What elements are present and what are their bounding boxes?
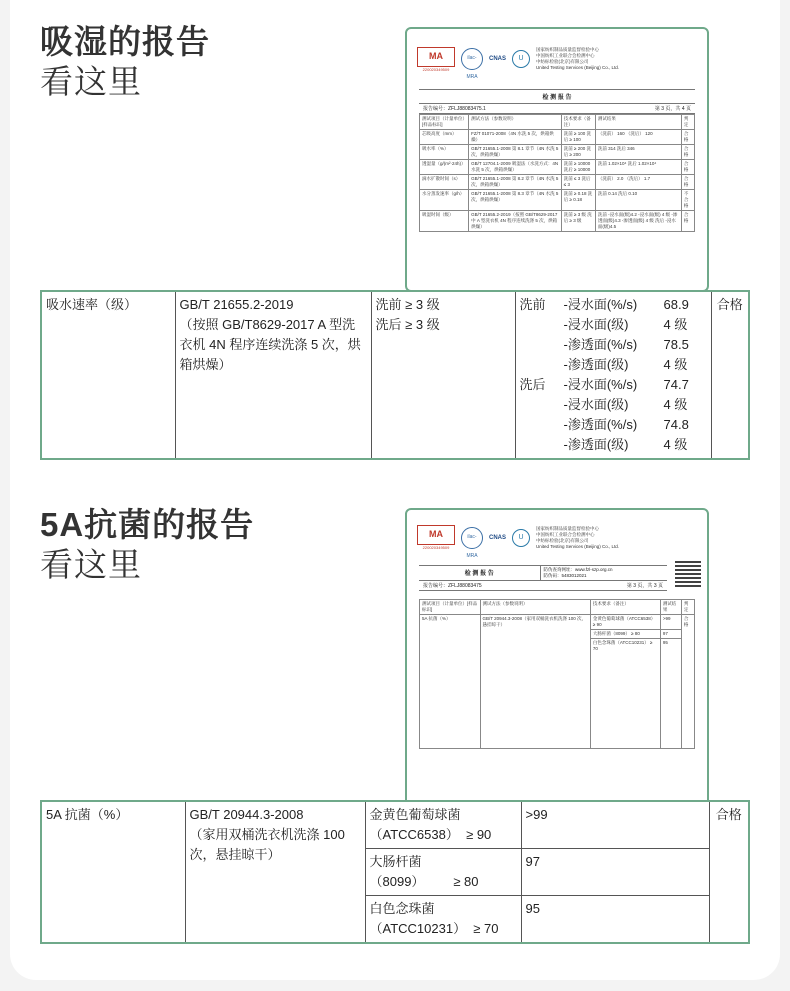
table-row (41, 801, 749, 849)
table-row: 透湿量（g/(m²·24h)） GB/T 12704.1-2009 吸湿法（水洗方式：4N 水洗 5 次，烘箱烘燥） 洗前 ≥ 10000 洗后 ≥ 10000 洗前 1.02×10⁴ 洗后 1.02×10⁴ 合格 (420, 160, 695, 175)
report-header (407, 510, 707, 565)
after-label: 洗后 (519, 377, 546, 392)
uts-logo-icon: U (512, 529, 530, 547)
table-row: 吸湿时间（级） GB/T 21655.2-2019（按照 GB/T8629-2017 中 A 型洗衣机 4N 程序连续洗涤 5 次，烘箱烘燥） 洗前 ≥ 3 级 洗后 ≥ 3 级 洗前 -浸水面(级)4.2 -浸水面(级) 4 级 -渗透面(级)4.3 -渗透面(级) 4 级 洗后 -浸水面(级)4.5 合格 (420, 211, 695, 232)
organism-requirement: 白色念珠菌 （ATCC10231） ≥ 70 (365, 896, 521, 944)
report-title: 检 测 报 告 (419, 89, 695, 104)
report-table (419, 599, 695, 749)
report-meta (419, 104, 695, 114)
zoom-table-1 (40, 290, 750, 460)
verify-code: 防伪码：5483012021 (543, 573, 587, 578)
organism-requirement: 大肠杆菌 （8099） ≥ 80 (365, 849, 521, 896)
zoom-requirement: 洗前 ≥ 3 级 洗后 ≥ 3 级 (371, 291, 515, 459)
table-row: 水分蒸发速率（g/h） GB/T 21655.1-2008 第 8.3 章节（4N 水洗 5 次，烘箱烘燥） 洗前 ≥ 0.18 洗后 ≥ 0.18 洗前 0.14 洗后 0.10 不合格 (420, 190, 695, 211)
section2-subtitle: 看这里 (40, 546, 142, 583)
table-row: 芯吸高度（mm） FZ/T 01071-2008（4N 水洗 5 次，烘箱烘燥） 洗前 ≥ 100 洗后 ≥ 100 （洗前） 160 （洗后） 120 合格 (420, 130, 695, 145)
section1-title: 吸湿的报告 (40, 23, 210, 60)
table-header-row: 测试项目（计量单位）[样品标识] 测试方法（参数说明） 技术要求（备注） 测试结果 判定 (420, 115, 695, 130)
report-meta (419, 581, 667, 591)
report-number: 报告编号：ZFLJ88083475 (423, 583, 482, 589)
table-row: 滴水扩散时间（s） GB/T 21655.1-2008 第 8.2 章节（4N 水洗 5 次，烘箱烘燥） 洗前 ≤ 3 洗后 ≤ 3 （洗前） 2.0 （洗后） 1.7 合格 (420, 175, 695, 190)
organism-result: 97 (521, 849, 709, 896)
list-item: -渗透面(级) 4 级 (563, 437, 688, 452)
organism-result: 95 (521, 896, 709, 944)
table-row: 5A 抗菌（%） GB/T 20944.3-2008（家用双桶洗衣机洗涤 100 次，悬挂晾干） 金黄色葡萄球菌（ATCC6538） ≥ 90 >99 合格 (420, 615, 695, 630)
cnas-logo: CNAS (489, 534, 507, 541)
list-item: -浸水面(%/s) 68.9 (563, 297, 689, 312)
org-names: 国家纺织制品质量监督检验中心 中国纺织工业联合会检测中心 中纺标检验(北京)有限公司 United Testing Services (Beijing) Co., Ltd. (536, 525, 619, 549)
section2-heading (40, 505, 254, 585)
report-table (419, 114, 695, 232)
table-row: 白色念珠菌（ATCC10231） ≥ 70 95 (420, 639, 695, 749)
zoom-verdict: 合格 (711, 291, 749, 459)
table-row: 吸水率（%） GB/T 21655.1-2008 第 8.1 章节（4N 水洗 5 次，烘箱烘燥） 洗前 ≥ 200 洗后 ≥ 200 洗前 314 洗后 346 合格 (420, 145, 695, 160)
organism-result: >99 (521, 801, 709, 849)
ma-logo: MA 220020349509 (417, 47, 455, 72)
ma-logo: MA 220020349509 (417, 525, 455, 550)
report-title-bar (419, 565, 667, 581)
zoom-item: 5A 抗菌（%） (41, 801, 185, 943)
report-document-2 (405, 508, 709, 808)
zoom-results (515, 291, 711, 459)
section2-title: 5A抗菌的报告 (40, 506, 255, 543)
page (10, 0, 780, 980)
before-label: 洗前 (519, 297, 546, 312)
zoom-method: GB/T 20944.3-2008 （家用双桶洗衣机洗涤 100 次，悬挂晾干） (185, 801, 365, 943)
report-header (407, 29, 707, 89)
list-item: -浸水面(级) 4 级 (563, 397, 688, 412)
table-row (41, 291, 749, 459)
report-title: 检 测 报 告 (419, 566, 541, 580)
report-number: 报告编号：ZFLJ88083475.1 (423, 106, 486, 112)
zoom-method: GB/T 21655.2-2019 （按照 GB/T8629-2017 A 型洗衣机 4N 程序连续洗涤 5 次，烘箱烘燥） (175, 291, 371, 459)
qr-code-icon (675, 561, 701, 587)
organism-requirement: 金黄色葡萄球菌 （ATCC6538） ≥ 90 (365, 801, 521, 849)
list-item: -浸水面(%/s) 74.7 (563, 377, 689, 392)
list-item: -渗透面(%/s) 74.8 (563, 417, 689, 432)
cnas-logo: CNAS (489, 56, 507, 62)
uts-logo-icon: U (512, 50, 530, 68)
list-item: -浸水面(级) 4 级 (563, 317, 688, 332)
zoom-table-2 (40, 800, 750, 944)
section1-heading (40, 22, 210, 102)
list-item: -渗透面(级) 4 级 (563, 357, 688, 372)
table-header-row: 测试项目（计量单位）[样品标识] 测试方法（参数说明） 技术要求（备注） 测试结果 判定 (420, 600, 695, 615)
page-info: 第 3 页，共 3 页 (626, 583, 663, 589)
ilac-logo-icon: ilac-MRA (461, 48, 483, 70)
table-row: 大肠杆菌（8099） ≥ 80 97 (420, 630, 695, 639)
zoom-verdict: 合格 (709, 801, 749, 943)
verify-site: 防伪查询网址：www.fzl-szp.org.cn (543, 567, 613, 572)
ilac-logo-icon: ilac-MRA (461, 527, 483, 549)
zoom-item: 吸水速率（级） (41, 291, 175, 459)
report-document-1 (405, 27, 709, 292)
page-info: 第 3 页，共 4 页 (654, 106, 691, 112)
list-item: -渗透面(%/s) 78.5 (563, 337, 689, 352)
section1-subtitle: 看这里 (40, 63, 142, 100)
org-names: 国家纺织制品质量监督检验中心 中国纺织工业联合会检测中心 中纺标检验(北京)有限公司 United Testing Services (Beijing) Co., Ltd. (536, 47, 619, 70)
